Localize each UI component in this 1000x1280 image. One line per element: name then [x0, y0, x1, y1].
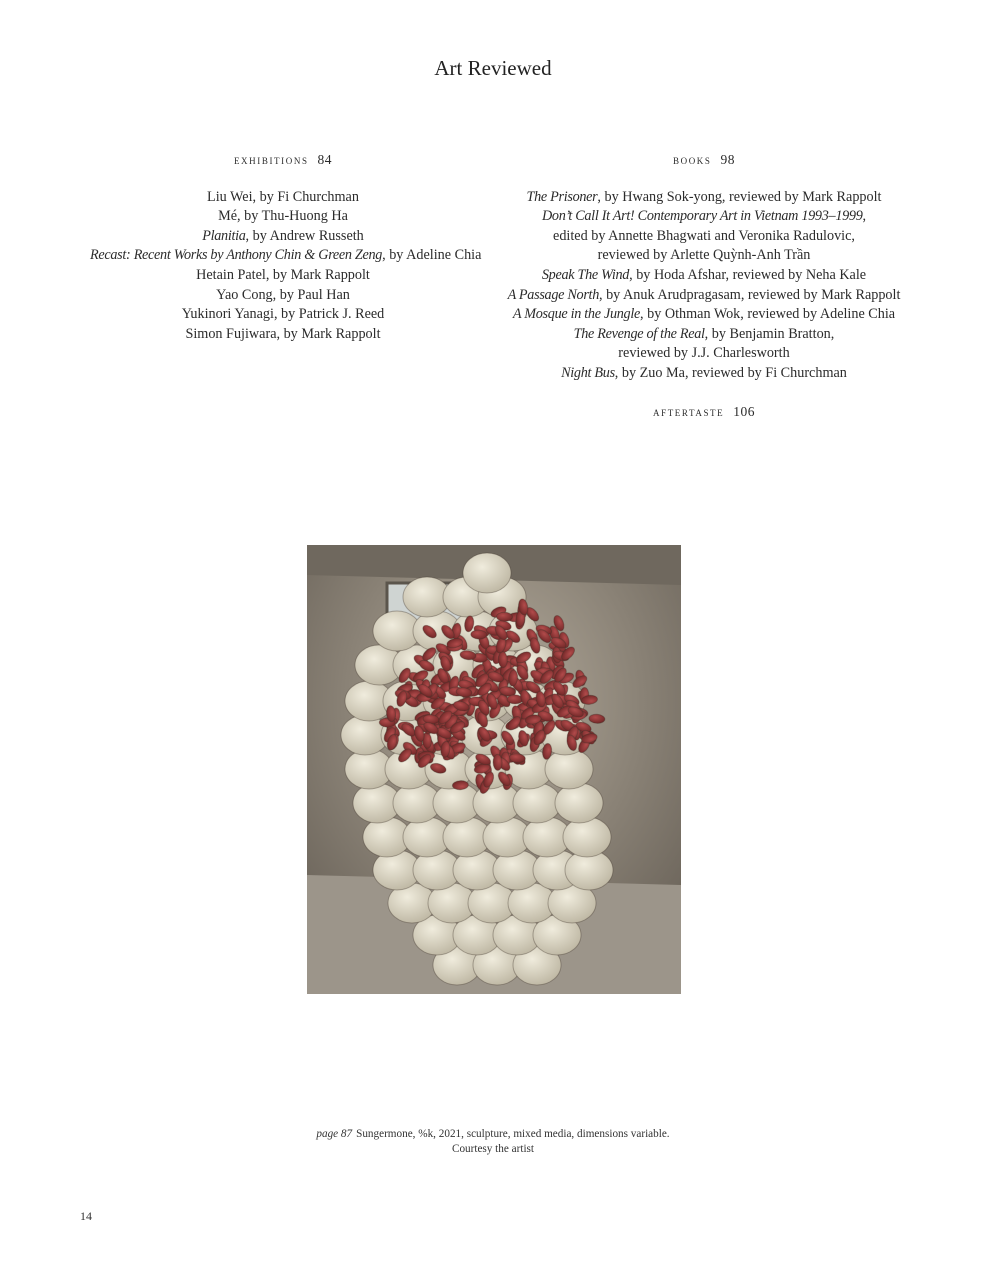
book-entry-title: Night Bus [561, 364, 615, 381]
sculpture-red-seed [498, 651, 508, 667]
exhibition-entry-text: Hetain Patel, by Mark Rappolt [196, 266, 370, 283]
book-entry [500, 305, 908, 325]
book-entry [500, 266, 908, 286]
book-entry [500, 325, 908, 345]
book-entry-title: Speak The Wind [541, 266, 630, 283]
exhibition-entry [90, 246, 482, 266]
caption-line-2: Courtesy the artist [451, 1143, 535, 1155]
book-entry [500, 364, 908, 384]
book-entry-title: A Mosque in the Jungle [512, 306, 640, 323]
sculpture-pod [463, 553, 511, 593]
book-entry-text: , by Hwang Sok-yong, reviewed by Mark Rappolt [597, 188, 882, 205]
exhibition-entry [90, 188, 476, 208]
book-entry-text: , by Othman Wok, reviewed by Adeline Chia [640, 306, 896, 323]
books-list [500, 188, 908, 384]
exhibition-entry [90, 286, 476, 306]
aftertaste-heading [500, 402, 908, 422]
aftertaste-label: aftertaste [653, 403, 725, 419]
sculpture-red-seed [493, 754, 503, 770]
book-entry-text: reviewed by J.J. Charlesworth [618, 345, 790, 362]
sculpture-red-seed [471, 630, 487, 640]
book-entry-text: , by Zuo Ma, reviewed by Fi Churchman [614, 364, 847, 381]
sculpture-illustration [307, 545, 681, 994]
book-entry [500, 246, 908, 266]
page-title: Art Reviewed [434, 56, 552, 80]
sculpture-red-seed [496, 612, 512, 622]
book-entry [500, 207, 908, 227]
exhibition-entry-text: , by Adeline Chia [382, 247, 482, 264]
book-entry-title: Don’t Call It Art! Contemporary Art in Vietnam 1993–1999 [541, 208, 863, 225]
books-heading [500, 150, 908, 170]
exhibition-entry-text: Liu Wei, by Fi Churchman [207, 188, 359, 205]
sculpture-pod [555, 783, 603, 823]
book-entry [500, 188, 908, 208]
exhibition-entry [90, 305, 476, 325]
aftertaste-page: 106 [733, 403, 755, 419]
exhibition-entry-text: Simon Fujiwara, by Mark Rappolt [185, 325, 381, 342]
book-entry-text: edited by Annette Bhagwati and Veronika Radulovic, [553, 227, 855, 244]
book-entry-text: , by Hoda Afshar, reviewed by Neha Kale [629, 266, 867, 283]
exhibition-entry-title: Planitia [202, 227, 246, 244]
book-entry-title: The Prisoner [526, 188, 598, 205]
exhibitions-heading [90, 150, 476, 170]
sculpture-photo [307, 545, 681, 994]
book-entry-text: , by Benjamin Bratton, [704, 325, 835, 342]
sculpture-pod [563, 817, 611, 857]
exhibition-entry [90, 207, 476, 227]
exhibitions-list [90, 188, 482, 345]
book-entry [500, 344, 908, 364]
exhibition-entry-title: Recast: Recent Works by Anthony Chin & Green Zeng [90, 247, 383, 264]
exhibition-entry-text: , by Andrew Russeth [245, 227, 364, 244]
exhibitions-column [90, 150, 482, 344]
photo-caption [0, 1127, 986, 1157]
books-label: books [673, 152, 712, 167]
book-entry-title: The Revenge of the Real [573, 325, 705, 342]
exhibition-entry [90, 266, 476, 286]
exhibitions-page: 84 [317, 152, 333, 167]
sculpture-pod [513, 783, 561, 823]
book-entry-text: , [862, 208, 867, 225]
exhibition-entry [90, 227, 476, 247]
exhibition-entry-text: Yukinori Yanagi, by Patrick J. Reed [181, 306, 385, 323]
book-entry [500, 227, 908, 247]
book-entry-text: reviewed by Arlette Quỳnh-Anh Trần [597, 247, 811, 264]
sculpture-red-seed [452, 780, 468, 790]
books-column [500, 150, 908, 439]
exhibition-entry [90, 325, 476, 345]
caption-line-1: Sungermone, %k, 2021, sculpture, mixed media, dimensions variable. [356, 1128, 670, 1140]
caption-page-ref: page 87 [316, 1128, 353, 1140]
exhibitions-label: exhibitions [233, 152, 309, 167]
exhibition-entry-text: Yao Cong, by Paul Han [216, 286, 350, 303]
page-number: 14 [80, 1209, 92, 1223]
book-entry-text: , by Anuk Arudpragasam, reviewed by Mark Rappolt [598, 286, 901, 303]
exhibition-entry-text: Mé, by Thu-Huong Ha [218, 208, 348, 225]
books-page: 98 [720, 152, 735, 167]
book-entry-title: A Passage North [507, 286, 599, 303]
book-entry [500, 286, 908, 306]
